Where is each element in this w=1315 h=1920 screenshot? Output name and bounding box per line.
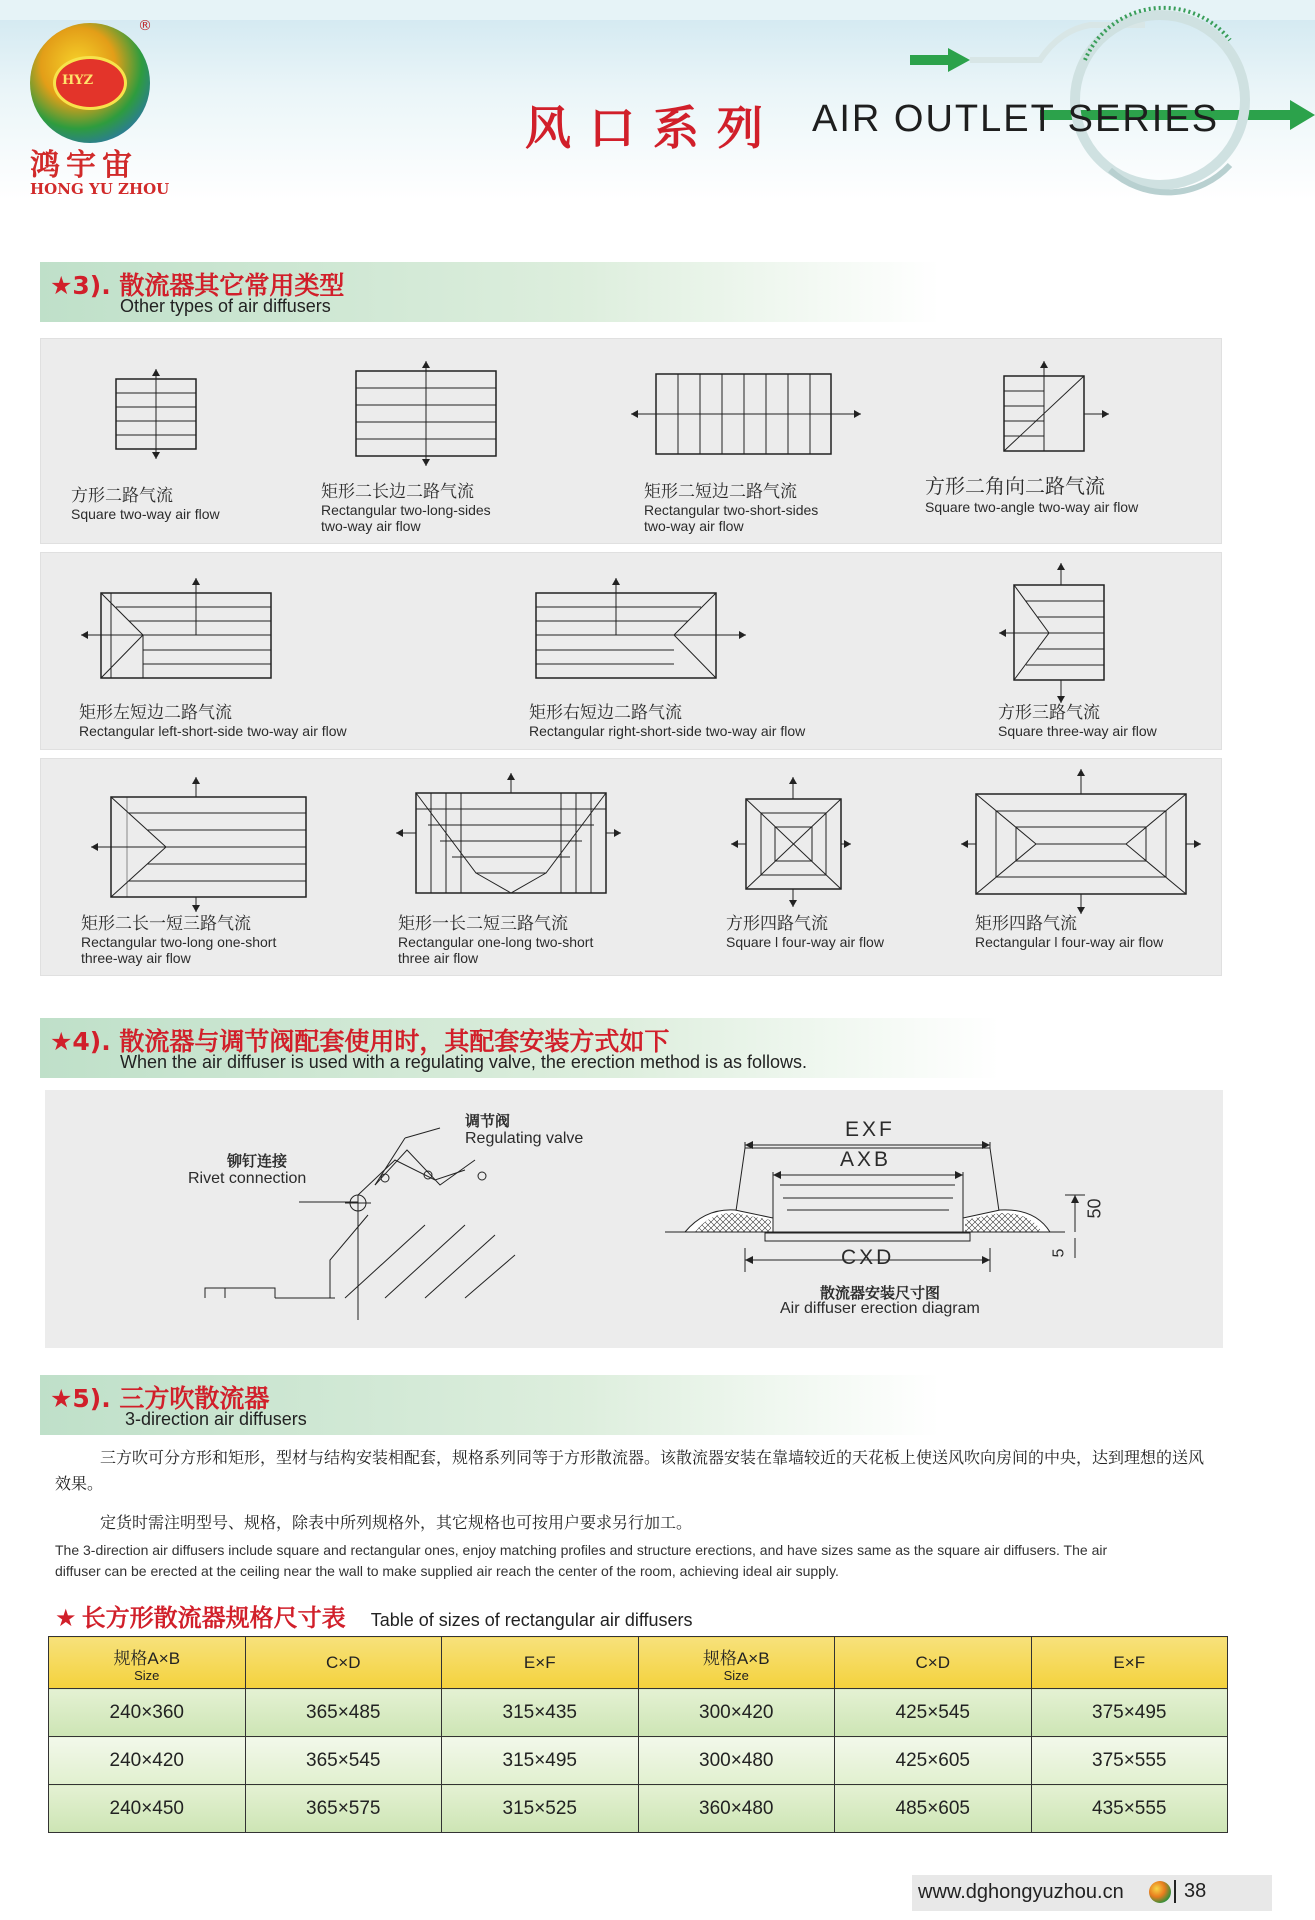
page-header bbox=[0, 0, 1315, 200]
erection-diagram-panel bbox=[45, 1090, 1223, 1348]
table-cell: 360×480 bbox=[638, 1785, 835, 1833]
table-title-cn: 长方形散流器规格尺寸表 bbox=[81, 1604, 346, 1632]
section-5-title-en: 3-direction air diffusers bbox=[125, 1409, 307, 1429]
header-exf-2: E×F bbox=[1031, 1637, 1228, 1689]
erection-drawing bbox=[45, 1090, 1223, 1348]
rect-two-short-sides-diagram bbox=[631, 369, 861, 459]
caption-2: 矩形二长边二路气流 Rectangular two-long-sides two-way air flow bbox=[321, 482, 491, 534]
rivet-label-cn: 铆钉连接 bbox=[227, 1153, 288, 1170]
diffuser-types-row-3 bbox=[40, 758, 1222, 976]
dim-exf: EXF bbox=[845, 1118, 895, 1141]
page-title-cn: 风口系列 bbox=[525, 101, 781, 155]
rivet-label-en: Rivet connection bbox=[188, 1170, 307, 1187]
page-number: 38 bbox=[1174, 1880, 1206, 1903]
table-row bbox=[49, 1785, 1228, 1833]
table-title-en: Table of sizes of rectangular air diffusers bbox=[370, 1610, 693, 1630]
rect-one-long-two-short-diagram bbox=[396, 773, 621, 903]
table-cell: 365×545 bbox=[245, 1737, 442, 1785]
section-4-heading bbox=[40, 1018, 1000, 1078]
caption-6: 矩形右短边二路气流 Rectangular right-short-side two-way air flow bbox=[529, 703, 806, 739]
header-cxd-1: C×D bbox=[245, 1637, 442, 1689]
table-cell: 375×495 bbox=[1031, 1689, 1228, 1737]
valve-label-en: Regulating valve bbox=[465, 1130, 584, 1147]
caption-3: 矩形二短边二路气流 Rectangular two-short-sides two-way air flow bbox=[644, 482, 819, 534]
diagram-caption-en: Air diffuser erection diagram bbox=[780, 1300, 980, 1317]
table-title bbox=[55, 1598, 693, 1633]
rect-two-long-sides-diagram bbox=[351, 361, 501, 466]
table-row bbox=[49, 1689, 1228, 1737]
section-5-paragraph-1: 三方吹可分方形和矩形，型材与结构安装相配套，规格系列同等于方形散流器。该散流器安装在靠墙较近的天花板上使送风吹向房间的中央，达到理想的送风效果。 bbox=[55, 1448, 1205, 1493]
header-size-1: 规格A×B Size bbox=[49, 1637, 246, 1689]
table-cell: 315×435 bbox=[442, 1689, 639, 1737]
caption-11: 矩形四路气流 Rectangular l four-way air flow bbox=[975, 914, 1164, 950]
table-cell: 425×605 bbox=[835, 1737, 1032, 1785]
table-cell: 315×495 bbox=[442, 1737, 639, 1785]
company-logo bbox=[20, 18, 170, 198]
section-3-title-en: Other types of air diffusers bbox=[120, 296, 331, 316]
caption-1: 方形二路气流 Square two-way air flow bbox=[71, 486, 220, 522]
dim-cxd: CXD bbox=[841, 1246, 895, 1269]
caption-7: 方形三路气流 Square three-way air flow bbox=[998, 703, 1157, 739]
diffuser-types-row-2 bbox=[40, 552, 1222, 750]
section-5-title-cn: ★5). 三方吹散流器 bbox=[50, 1384, 270, 1413]
star-icon: ★ bbox=[55, 1604, 77, 1632]
rect-two-long-one-short-diagram bbox=[91, 777, 311, 912]
header-exf-1: E×F bbox=[442, 1637, 639, 1689]
registered-mark: ® bbox=[138, 18, 152, 34]
brand-name-en: HONG YU ZHOU bbox=[30, 180, 170, 198]
caption-9: 矩形一长二短三路气流 Rectangular one-long two-short three air flow bbox=[398, 914, 594, 966]
table-cell: 240×420 bbox=[49, 1737, 246, 1785]
table-cell: 300×480 bbox=[638, 1737, 835, 1785]
section-4-title-en: When the air diffuser is used with a regulating valve, the erection method is as follows. bbox=[120, 1052, 808, 1072]
dim-5: 5 bbox=[1050, 1248, 1068, 1258]
table-cell: 315×525 bbox=[442, 1785, 639, 1833]
logo-text: HYZ bbox=[62, 73, 94, 88]
valve-label-cn: 调节阀 bbox=[465, 1113, 511, 1130]
section-4-title-cn: ★4). 散流器与调节阀配套使用时，其配套安装方式如下 bbox=[50, 1027, 670, 1056]
table-cell: 300×420 bbox=[638, 1689, 835, 1737]
rect-right-short-side-diagram bbox=[531, 578, 746, 688]
square-two-angle-diagram bbox=[989, 361, 1109, 466]
rect-four-way-diagram bbox=[961, 769, 1201, 914]
section-5-paragraph-2: 定货时需注明型号、规格，除表中所列规格外，其它规格也可按用户要求另行加工。 bbox=[100, 1513, 693, 1532]
table-cell: 365×485 bbox=[245, 1689, 442, 1737]
section-3-heading bbox=[40, 262, 940, 322]
table-cell: 365×575 bbox=[245, 1785, 442, 1833]
table-cell: 240×450 bbox=[49, 1785, 246, 1833]
caption-5: 矩形左短边二路气流 Rectangular left-short-side two-way air flow bbox=[79, 703, 347, 739]
table-cell: 485×605 bbox=[835, 1785, 1032, 1833]
square-two-way-diagram bbox=[111, 369, 201, 459]
square-four-way-diagram bbox=[731, 777, 851, 907]
brand-name-cn: 鸿宇宙 bbox=[30, 148, 138, 183]
table-cell: 240×360 bbox=[49, 1689, 246, 1737]
header-cxd-2: C×D bbox=[835, 1637, 1032, 1689]
table-row bbox=[49, 1737, 1228, 1785]
table-cell: 375×555 bbox=[1031, 1737, 1228, 1785]
caption-4: 方形二角向二路气流 Square two-angle two-way air flow bbox=[925, 476, 1139, 515]
diagram-caption-cn: 散流器安装尺寸图 bbox=[820, 1285, 941, 1302]
website-url: www.dghongyuzhou.cn bbox=[918, 1881, 1124, 1903]
table-cell: 435×555 bbox=[1031, 1785, 1228, 1833]
diffuser-types-row-1 bbox=[40, 338, 1222, 544]
caption-8: 矩形二长一短三路气流 Rectangular two-long one-short three-way air flow bbox=[81, 914, 277, 966]
section-5-heading bbox=[40, 1375, 940, 1435]
square-three-way-diagram bbox=[999, 563, 1119, 703]
page-footer bbox=[912, 1875, 1272, 1911]
header-size-2: 规格A×B Size bbox=[638, 1637, 835, 1689]
caption-10: 方形四路气流 Square l four-way air flow bbox=[726, 914, 884, 950]
section-3-title-cn: ★3). 散流器其它常用类型 bbox=[50, 271, 345, 300]
table-cell: 425×545 bbox=[835, 1689, 1032, 1737]
page-title-en: AIR OUTLET SERIES bbox=[812, 98, 1220, 140]
globe-icon bbox=[1149, 1881, 1171, 1903]
table-header-row bbox=[49, 1637, 1228, 1689]
dim-axb: AXB bbox=[840, 1148, 892, 1171]
dim-50: 50 bbox=[1084, 1198, 1105, 1219]
rect-left-short-side-diagram bbox=[81, 578, 281, 688]
sizes-table bbox=[48, 1636, 1228, 1833]
section-5-paragraph-en: The 3-direction air diffusers include square and rectangular ones, enjoy matching profiles and structure erections, and have sizes same as the square air diffusers. The air diffuser can be erected at the ceiling near the wall to make supplied air reach the center of the room, achieving ideal air supply. bbox=[55, 1542, 1108, 1579]
